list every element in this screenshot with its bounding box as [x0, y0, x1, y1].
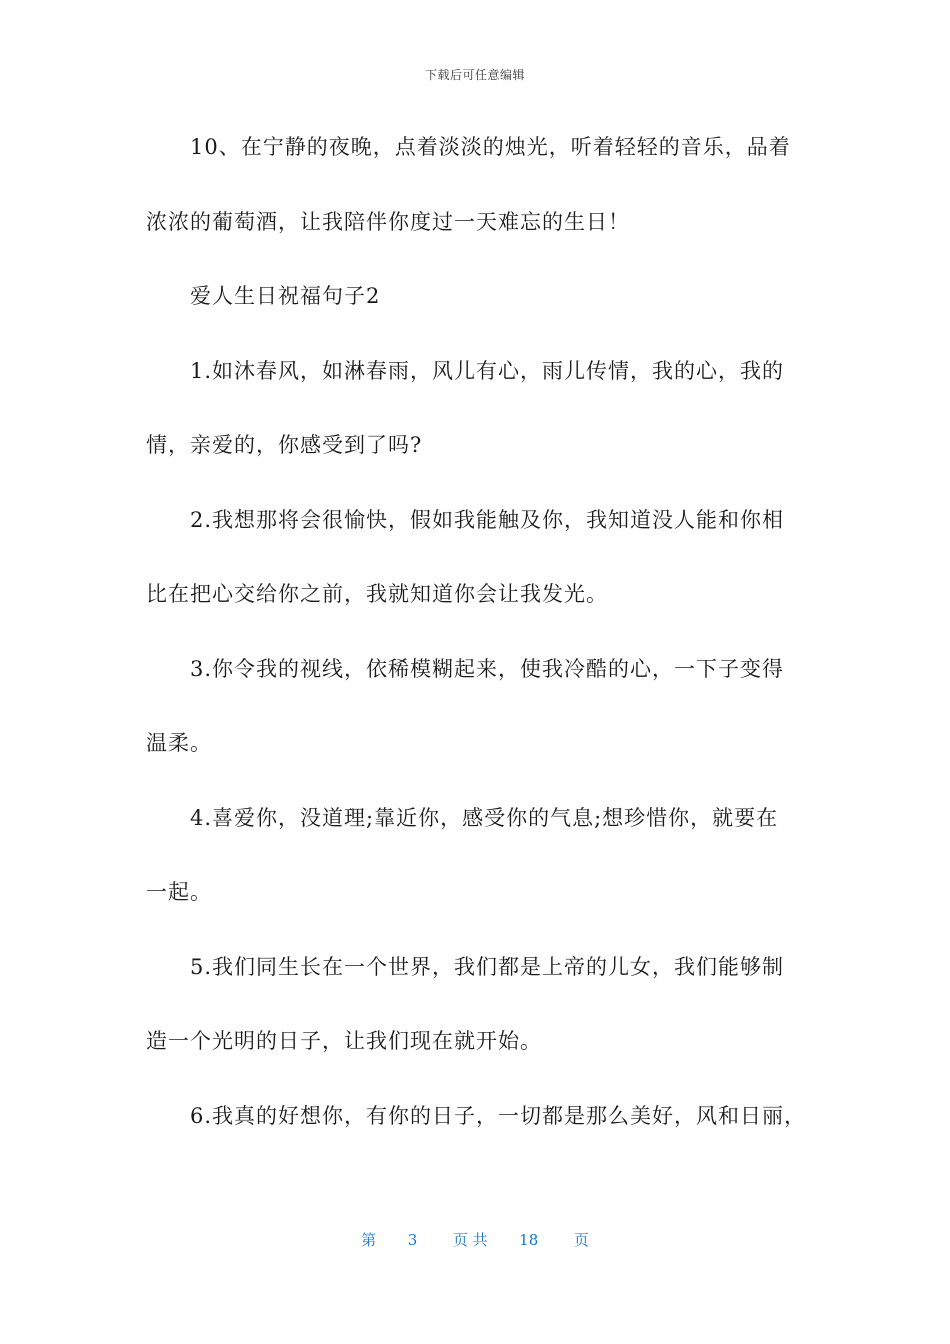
paragraph-line: 5.我们同生长在一个世界，我们都是上帝的儿女，我们能够制 — [190, 954, 785, 979]
page-footer — [0, 1229, 950, 1250]
paragraph-line: 1.如沐春风，如淋春雨，风儿有心，雨儿传情，我的心，我的 — [190, 358, 785, 383]
current-page-number: 3 — [407, 1231, 418, 1249]
section-heading: 爱人生日祝福句子2 — [190, 284, 381, 308]
paragraph-line: 2.我想那将会很愉快，假如我能触及你，我知道没人能和你相 — [190, 507, 785, 532]
paragraph-line: 情，亲爱的，你感受到了吗? — [146, 433, 423, 457]
paragraph-line: 温柔。 — [146, 731, 212, 755]
paragraph-line: 6.我真的好想你，有你的日子，一切都是那么美好，风和日丽， — [190, 1103, 807, 1128]
paragraph-line: 4.喜爱你，没道理;靠近你，感受你的气息;想珍惜你，就要在 — [190, 805, 779, 830]
paragraph-line: 3.你令我的视线，依稀模糊起来，使我冷酷的心，一下子变得 — [190, 656, 785, 681]
paragraph-line: 浓浓的葡萄酒，让我陪伴你度过一天难忘的生日！ — [146, 209, 630, 234]
footer-suffix: 页 — [573, 1231, 589, 1249]
paragraph-line: 10、在宁静的夜晚，点着淡淡的烛光，听着轻轻的音乐，品着 — [190, 135, 791, 159]
paragraph-line: 一起。 — [146, 880, 212, 904]
document-body — [146, 128, 806, 1171]
footer-middle: 页 共 — [452, 1231, 488, 1249]
paragraph-line: 造一个光明的日子，让我们现在就开始。 — [146, 1029, 542, 1053]
page-header-note: 下载后可任意编辑 — [424, 68, 525, 82]
paragraph-line: 比在把心交给你之前，我就知道你会让我发光。 — [146, 582, 608, 606]
footer-prefix: 第 — [361, 1231, 377, 1249]
total-pages-number: 18 — [519, 1231, 539, 1249]
